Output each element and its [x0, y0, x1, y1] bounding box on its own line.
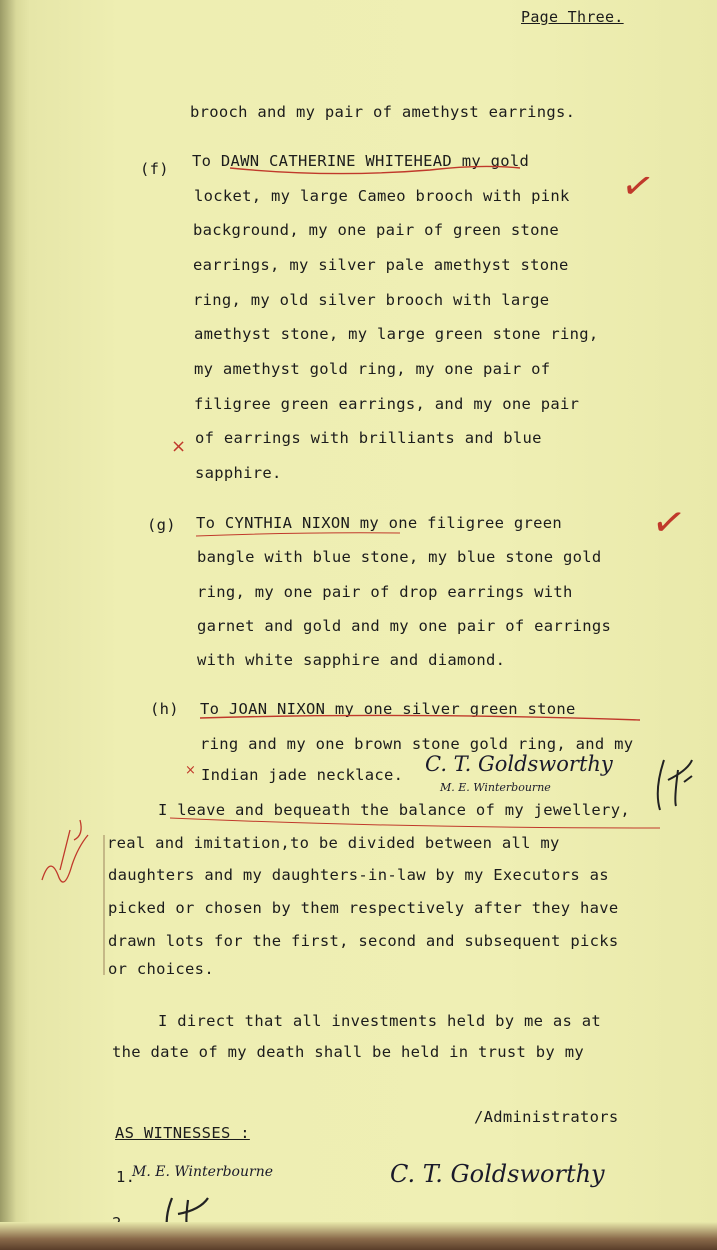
clause-letter: (h) [150, 700, 179, 718]
clause-line: ring, my old silver brooch with large [193, 291, 550, 309]
paragraph-line: the date of my death shall be held in trust by my [112, 1043, 584, 1061]
clause-line: my amethyst gold ring, my one pair of [194, 360, 551, 378]
clause-line: ring and my one brown stone gold ring, and my [200, 735, 634, 753]
administrators-continuation: /Administrators [474, 1108, 619, 1126]
clause-line: background, my one pair of green stone [193, 221, 560, 239]
clause-line: of earrings with brilliants and blue [195, 429, 542, 447]
initials-mark [658, 760, 692, 810]
clause-line: with white sapphire and diamond. [197, 651, 506, 669]
clause-line: bangle with blue stone, my blue stone gold [197, 548, 602, 566]
red-underline [196, 533, 400, 536]
paragraph-line: daughters and my daughters-in-law by my Executors as [108, 866, 609, 884]
page-bottom-edge [0, 1222, 717, 1250]
witnesses-heading: AS WITNESSES : [115, 1124, 250, 1142]
margin-signature-testator: C. T. Goldsworthy [425, 752, 613, 776]
red-underline [170, 818, 660, 828]
red-cross-mark: × [185, 763, 196, 778]
red-cross-mark: × [171, 436, 187, 457]
clause-line: sapphire. [195, 464, 282, 482]
binding-fold [0, 0, 16, 1250]
red-margin-initials [42, 820, 88, 882]
clause-line: Indian jade necklace. [201, 766, 404, 784]
clause-letter: (g) [147, 516, 176, 534]
witness-one-signature: M. E. Winterbourne [132, 1164, 273, 1180]
continuation-line: brooch and my pair of amethyst earrings. [190, 103, 576, 121]
page-number: Page Three. [521, 8, 624, 26]
clause-line: To CYNTHIA NIXON my one filigree green [196, 514, 563, 532]
clause-line: To JOAN NIXON my one silver green stone [200, 700, 576, 718]
red-tick-mark: ✓ [648, 497, 690, 549]
clause-line: garnet and gold and my one pair of earrings [197, 617, 612, 635]
clause-line: locket, my large Cameo brooch with pink [194, 187, 570, 205]
testator-signature: C. T. Goldsworthy [390, 1160, 605, 1188]
paragraph-line: drawn lots for the first, second and subsequent picks [108, 932, 619, 950]
paragraph-line: or choices. [108, 960, 214, 978]
clause-line: To DAWN CATHERINE WHITEHEAD my gold [192, 152, 530, 170]
clause-letter: (f) [140, 160, 169, 178]
paragraph-line: I direct that all investments held by me as at [158, 1012, 602, 1030]
paragraph-line: picked or chosen by them respectively after they have [108, 899, 619, 917]
clause-line: earrings, my silver pale amethyst stone [193, 256, 569, 274]
paragraph-line: I leave and bequeath the balance of my jewellery, [158, 801, 630, 819]
clause-line: filigree green earrings, and my one pair [194, 395, 580, 413]
margin-signature-witness: M. E. Winterbourne [440, 781, 551, 794]
clause-line: amethyst stone, my large green stone ring, [194, 325, 599, 343]
paragraph-line: real and imitation,to be divided between all my [107, 834, 560, 852]
clause-line: ring, my one pair of drop earrings with [197, 583, 573, 601]
witness-number-1: 1. [116, 1168, 136, 1186]
red-tick-mark: ✓ [617, 161, 659, 211]
